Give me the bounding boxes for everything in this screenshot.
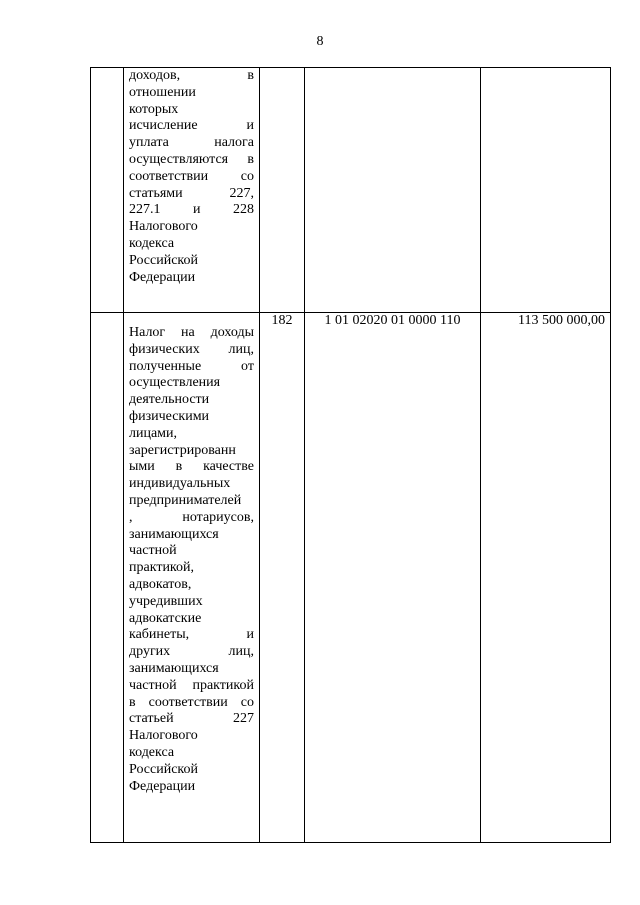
revenue-name-cell <box>124 313 260 843</box>
revenue-name-line: уплата налога <box>129 135 254 151</box>
revenue-name-line: адвокатов, <box>129 576 192 592</box>
revenue-name-line: статьей 227 <box>129 711 254 727</box>
revenue-name-line: практикой, <box>129 560 195 576</box>
revenue-name-line: Федерации <box>129 778 196 794</box>
revenue-name-line: частной <box>129 543 177 559</box>
revenue-name-line: адвокатские <box>129 610 202 626</box>
page-number: 8 <box>316 34 324 49</box>
revenue-name-line: предпринимателей <box>129 492 242 508</box>
administrator-code-cell: 182 <box>260 313 305 843</box>
revenue-name-line: физическими <box>129 408 210 424</box>
row-index-cell <box>91 68 124 313</box>
revenue-name-cell <box>124 68 260 313</box>
amount-cell <box>481 68 611 313</box>
revenue-name-line: деятельности <box>129 392 210 408</box>
revenue-name-line: соответствии со <box>129 168 254 184</box>
revenue-name-line: учредивших <box>129 593 203 609</box>
revenue-name-line: в соответствии со <box>129 694 254 710</box>
administrator-code-cell <box>260 68 305 313</box>
revenue-name-line: Налог на доходы <box>129 325 254 340</box>
row-index-cell <box>91 313 124 843</box>
budget-classification-code-cell: 1 01 02020 01 0000 110 <box>305 313 481 843</box>
revenue-name-line: занимающихся <box>129 526 219 542</box>
revenue-name-line: кабинеты, и <box>129 627 254 643</box>
revenue-name-line: занимающихся <box>129 660 219 676</box>
revenue-name-line: которых <box>129 101 179 117</box>
revenue-name-line: доходов, в <box>129 68 254 83</box>
revenue-name-line: исчисление и <box>129 118 254 134</box>
revenue-name-line: отношении <box>129 84 196 100</box>
revenue-name-line: физических лиц, <box>129 341 254 357</box>
revenue-name-line: Федерации <box>129 269 196 285</box>
revenue-name-line: 227.1 и 228 <box>129 202 254 218</box>
revenue-name-line: Российской <box>129 252 198 268</box>
revenue-name-line: кодекса <box>129 744 175 760</box>
revenue-name-line: индивидуальных <box>129 476 231 492</box>
revenue-name-line: Налогового <box>129 219 198 235</box>
revenue-name-line: зарегистрированн <box>129 442 236 458</box>
revenue-name-line: полученные от <box>129 358 254 374</box>
revenue-name-line: Российской <box>129 761 198 777</box>
revenue-name-line: осуществления <box>129 375 221 391</box>
amount-cell: 113 500 000,00 <box>481 313 611 843</box>
revenue-name-line: , нотариусов, <box>129 509 254 525</box>
revenue-name-line: ыми в качестве <box>129 459 254 475</box>
revenue-name-line: других лиц, <box>129 644 254 660</box>
revenue-name-line: Налогового <box>129 728 198 744</box>
revenue-name-line: осуществляются в <box>129 151 254 167</box>
budget-classification-code-cell <box>305 68 481 313</box>
budget-revenue-table <box>90 67 611 843</box>
revenue-name-line: частной практикой <box>129 677 254 693</box>
revenue-name-line: лицами, <box>129 425 178 441</box>
revenue-name-line: статьями 227, <box>129 185 254 201</box>
table-row <box>91 313 611 843</box>
table-row <box>91 68 611 313</box>
revenue-name-line: кодекса <box>129 235 175 251</box>
